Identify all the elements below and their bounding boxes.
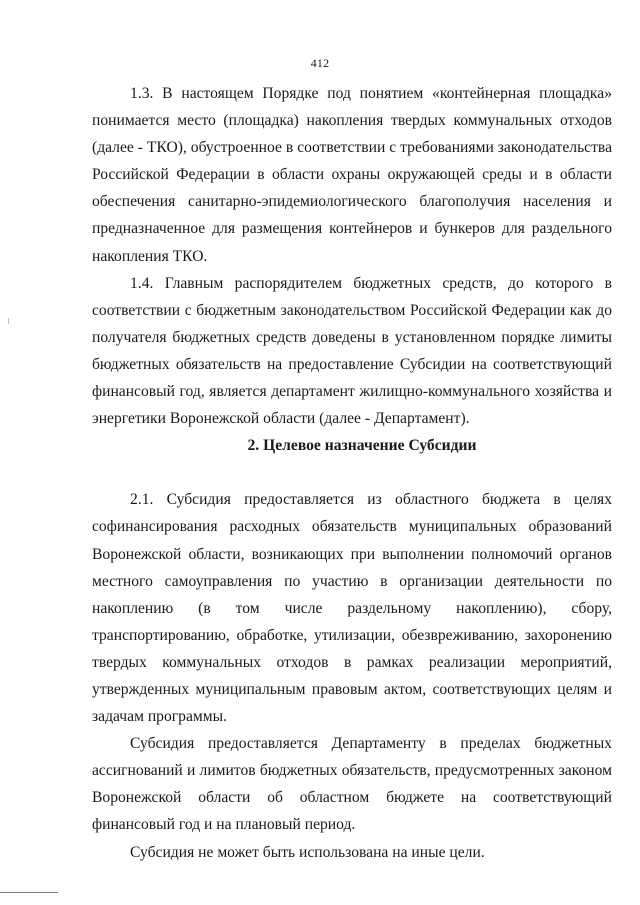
paragraph-1-3: 1.3. В настоящем Порядке под понятием «контейнерная площадка» понимается место (площадка) накопления твердых коммунальных отходов (далее - ТКО), обустроенное в соответствии с требованиями законодательства Российской Федерации в области охраны окружающей среды и в области обеспечения санитарно-эпидемиологического благополучия населения и предназначенное для размещения контейнеров и бункеров для раздельного накопления ТКО.	[92, 85, 612, 265]
document-body	[92, 80, 612, 866]
section-heading: 2. Целевое назначение Субсидии	[247, 437, 477, 455]
paragraph-2-1: 2.1. Субсидия предоставляется из областного бюджета в целях софинансирования расходных обязательств муниципальных образований Воронежской области, возникающих при выполнении полномочий органов местного самоуправления по участию в организации деятельности по накоплению (в том числе раздельному накоплению), сбору, транспортированию, обработке, утилизации, обезвреживанию, захоронению твердых коммунальных отходов в рамках реализации мероприятий, утвержденных муниципальным правовым актом, соответствующих целям и задачам программы.	[92, 491, 612, 726]
margin-mark	[8, 318, 9, 324]
paragraph-1-4: 1.4. Главным распорядителем бюджетных средств, до которого в соответствии с бюджетным законодательством Российской Федерации как до получателя бюджетных средств доведены в установленном порядке лимиты бюджетных обязательств на предоставление Субсидии на соответствующий финансовый год, является департамент жилищно-коммунального хозяйства и энергетики Воронежской области (далее - Департамент).	[92, 274, 612, 428]
heading-spacer	[92, 459, 612, 486]
footer-rule	[0, 892, 58, 893]
paragraph-subsidy-purpose: Субсидия не может быть использована на иные цели.	[130, 843, 485, 861]
paragraph-subsidy-department: Субсидия предоставляется Департаменту в пределах бюджетных ассигнований и лимитов бюджетных обязательств, предусмотренных законом Воронежской области об областном бюджете на соответствующий финансовый год и на плановый период.	[92, 735, 612, 834]
page-number: 412	[310, 56, 330, 70]
